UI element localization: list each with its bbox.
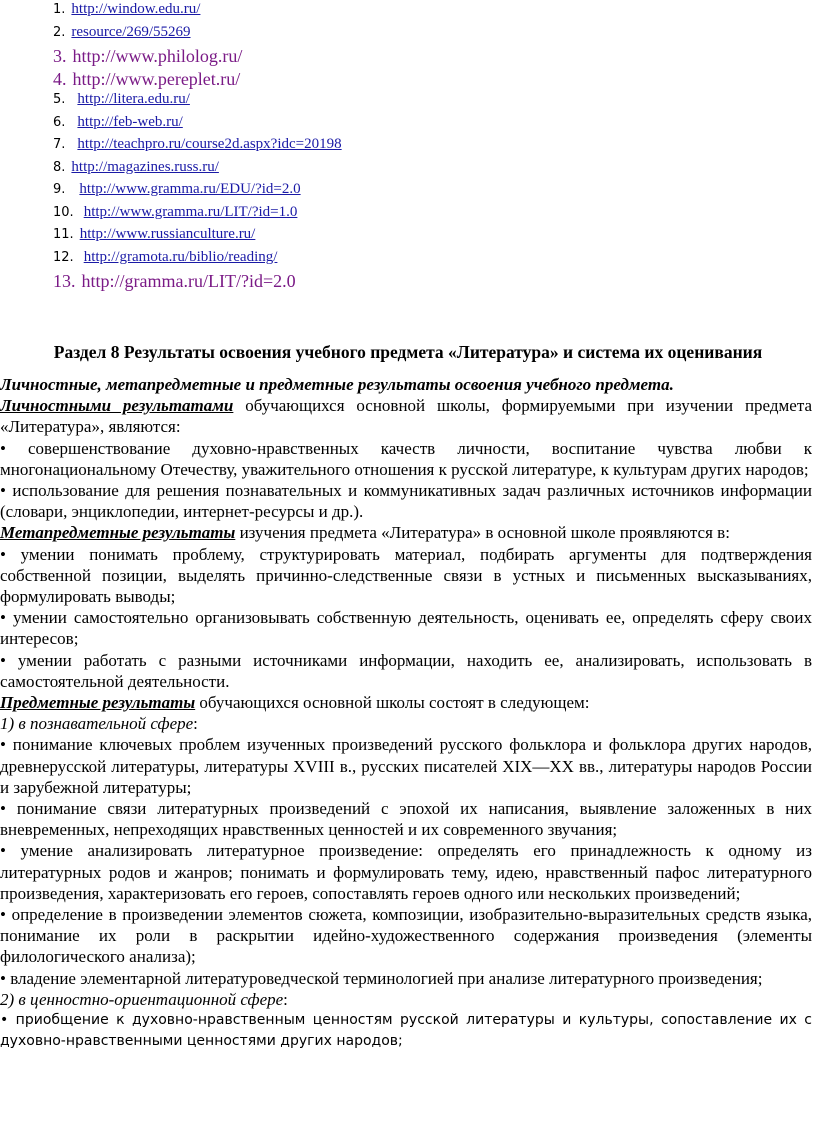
link-item — [53, 91, 793, 114]
link-item — [53, 24, 793, 47]
link-url[interactable]: http://www.russianculture.ru/ — [79, 226, 256, 242]
link-url[interactable]: http://www.gramma.ru/EDU/?id=2.0 — [79, 181, 301, 197]
sphere-colon: : — [193, 714, 198, 734]
list-item: • совершенствование духовно-нравственных качеств личности, воспитание чувства любви к многонациональному Отечеству, уважительного отношения к русской литературе, к культурам других народов; — [0, 438, 812, 479]
link-number: 11. — [53, 227, 74, 242]
link-item — [53, 181, 793, 204]
link-url[interactable]: http://gramma.ru/LIT/?id=2.0 — [81, 271, 296, 291]
link-url[interactable]: resource/269/55269 — [71, 23, 191, 40]
personal-results-rest: обучающихся основной школы, формируемыми при изучении предмета «Литература», являются: — [0, 396, 812, 437]
link-item — [53, 136, 793, 159]
sphere-value-orientation: 2) в ценностно-ориентационной сфере — [0, 989, 284, 1009]
sphere-cognitive: 1) в познавательной сфере — [0, 714, 194, 734]
meta-results-term: Метапредметные результаты — [0, 523, 236, 543]
link-number: 10. — [53, 204, 74, 220]
link-item — [53, 204, 793, 227]
sphere-heading — [0, 989, 812, 1010]
link-number: 9. — [53, 182, 66, 197]
link-number: 2. — [53, 24, 66, 40]
meta-results-intro — [0, 522, 812, 543]
link-url[interactable]: http://feb-web.ru/ — [77, 113, 183, 130]
list-item: • понимание ключевых проблем изученных произведений русского фольклора и фольклора других народов, древнерусской литературы, литературы XVIII в., русских писателей XIX—XX вв., литературы народов России и зарубежной литературы; — [0, 735, 812, 797]
list-item: • использование для решения познавательных и коммуникативных задач различных источников информации (словари, энциклопедии, интернет-ресурсы и др.). — [0, 481, 812, 522]
link-item — [53, 226, 793, 249]
subject-results-rest: обучающихся основной школы состоят в следующем: — [195, 693, 590, 713]
list-item: • определение в произведении элементов сюжета, композиции, изобразительно-выразительных средств языка, понимание их роли в раскрытии идейно-художественного содержания произведения (элементы филологического анализа); — [0, 905, 812, 967]
link-item — [53, 69, 793, 92]
link-item — [53, 249, 793, 272]
link-item — [53, 46, 793, 69]
sphere-heading — [0, 713, 812, 734]
link-url[interactable]: http://litera.edu.ru/ — [77, 91, 190, 107]
link-url[interactable]: http://gramota.ru/biblio/reading/ — [83, 248, 278, 265]
sphere-colon: : — [283, 989, 288, 1009]
link-url[interactable]: http://www.pereplet.ru/ — [72, 68, 241, 89]
list-item: • умении работать с разными источниками информации, находить ее, анализировать, использовать в самостоятельной деятельности. — [0, 650, 812, 691]
link-number: 4. — [53, 68, 67, 89]
link-number: 13. — [53, 271, 76, 291]
subject-results-intro — [0, 692, 812, 713]
link-number: 12. — [53, 249, 74, 265]
link-url[interactable]: http://www.gramma.ru/LIT/?id=1.0 — [83, 203, 298, 220]
link-number: 5. — [53, 92, 66, 107]
link-item — [53, 159, 793, 182]
subject-results-term: Предметные результаты — [0, 693, 196, 713]
document-body — [0, 374, 812, 1052]
link-url[interactable]: http://window.edu.ru/ — [71, 1, 201, 17]
link-number: 8. — [53, 159, 66, 175]
link-number: 3. — [53, 46, 67, 66]
link-item — [53, 271, 793, 294]
link-item — [53, 114, 793, 137]
personal-results-intro — [0, 395, 812, 437]
link-url[interactable]: http://www.philolog.ru/ — [72, 46, 243, 66]
list-item: • умение анализировать литературное произведение: определять его принадлежность к одному из литературных родов и жанров; понимать и формулировать тему, идею, нравственный пафос литературного произведения, характеризовать его героев, сопоставлять героев одного или нескольких произведений; — [0, 841, 812, 903]
link-number: 1. — [53, 2, 66, 17]
list-item: • умении понимать проблему, структурировать материал, подбирать аргументы для подтверждения собственной позиции, выделять причинно-следственные связи в устных и письменных высказываниях, формулировать выводы; — [0, 544, 812, 607]
meta-results-rest: изучения предмета «Литература» в основной школе проявляются в: — [235, 523, 730, 543]
link-url[interactable]: http://magazines.russ.ru/ — [71, 158, 219, 175]
list-item: • приобщение к духовно-нравственным ценностям русской литературы и культуры, сопоставление их с духовно-нравственными ценностями других народов; — [0, 1012, 812, 1050]
resource-links-list — [53, 1, 793, 294]
link-item — [53, 1, 793, 24]
personal-results-term: Личностными результатами — [0, 396, 234, 416]
link-number: 7. — [53, 137, 66, 152]
list-item: • понимание связи литературных произведений с эпохой их написания, выявление заложенных в них вневременных, непреходящих нравственных ценностей и их современного звучания; — [0, 799, 812, 840]
link-url[interactable]: http://teachpro.ru/course2d.aspx?idc=20198 — [77, 136, 342, 152]
results-heading: Личностные, метапредметные и предметные результаты освоения учебного предмета. — [0, 375, 674, 394]
link-number: 6. — [53, 114, 66, 130]
list-item: • владение элементарной литературоведческой терминологией при анализе литературного произведения; — [0, 968, 763, 988]
section-title: Раздел 8 Результаты освоения учебного предмета «Литература» и система их оценивания — [53, 342, 763, 362]
list-item: • умении самостоятельно организовывать собственную деятельность, оценивать ее, определять сферу своих интересов; — [0, 608, 812, 649]
